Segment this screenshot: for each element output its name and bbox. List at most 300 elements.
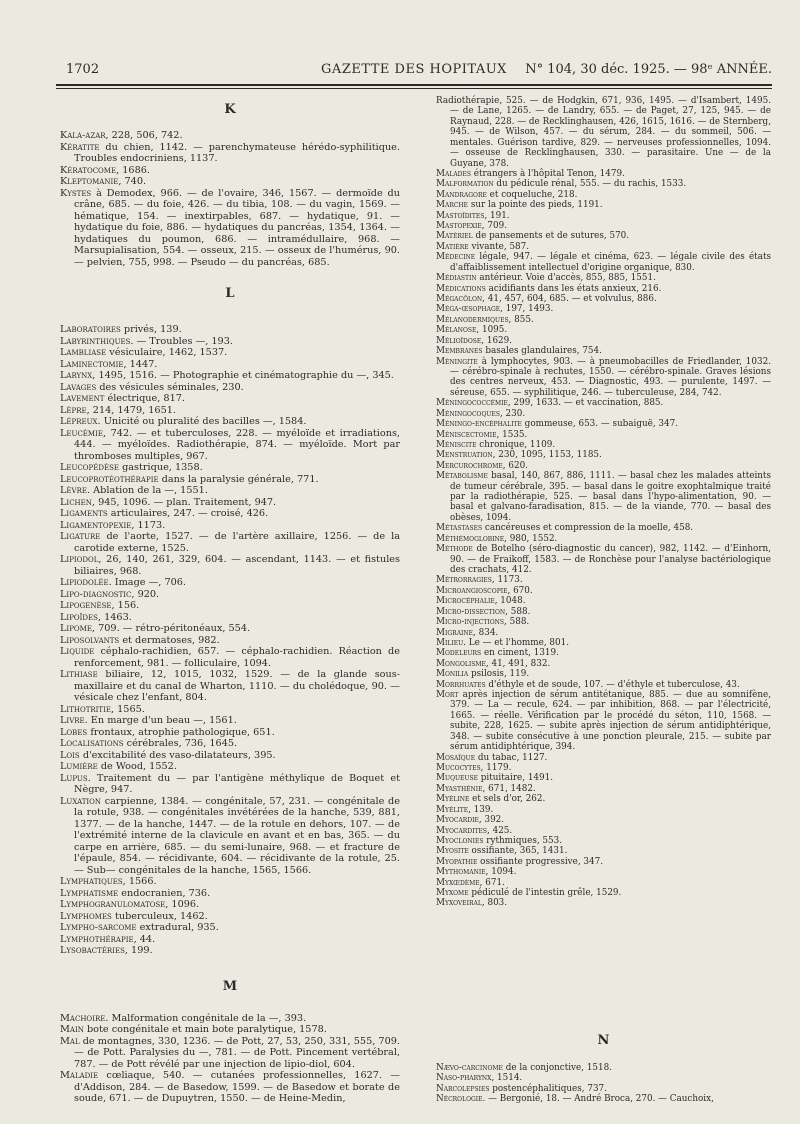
- index-references: 1096.: [168, 899, 200, 910]
- index-entry: [60, 393, 400, 405]
- page-header: [56, 62, 772, 84]
- index-term: Médications: [436, 283, 486, 294]
- index-entry: [60, 176, 400, 188]
- index-term: Méningite: [436, 356, 478, 367]
- index-entry: [436, 669, 771, 679]
- index-entry: [436, 1063, 771, 1073]
- index-term: Mythomanie,: [436, 867, 489, 878]
- index-entry: [60, 715, 400, 727]
- index-references: 230, 1095, 1153, 1185.: [495, 450, 602, 461]
- index-term: Main: [60, 1024, 84, 1035]
- index-references: acidifiants dans les états anxieux, 216.: [485, 283, 662, 294]
- index-references: légale, 947. — légale et cinéma, 623. — légale civile des états d'affaiblissement intellectuel d'origine organique, 830.: [450, 252, 771, 273]
- index-entry: [436, 398, 771, 408]
- index-references: et sels d'or, 262.: [469, 794, 546, 805]
- index-term: Lymphatisme: [60, 887, 119, 899]
- index-term: Lymphothérapie,: [60, 933, 137, 945]
- index-entry: [60, 773, 400, 796]
- index-references: rythmiques, 553.: [483, 835, 563, 846]
- index-references: 26, 140, 261, 329, 604. — ascendant, 1143. — et fistules biliaires, 968.: [74, 554, 400, 577]
- index-term: Leucoprotéothérapie: [60, 473, 159, 485]
- index-entry: [436, 357, 771, 399]
- index-references: Image —, 706.: [111, 577, 187, 588]
- index-term: Malformation: [436, 179, 494, 190]
- index-entry: [60, 669, 400, 704]
- index-term: Méga-œsophage,: [436, 304, 503, 315]
- index-term: Monilia: [436, 669, 469, 680]
- index-references: cérébrales, 736, 1645.: [123, 738, 238, 749]
- index-entry: [60, 646, 400, 669]
- index-entry: [436, 284, 771, 294]
- index-entry: [436, 294, 771, 304]
- index-entry: [60, 1024, 400, 1036]
- index-term: Malades: [436, 168, 471, 179]
- index-references: et dermatoses, 982.: [119, 634, 220, 646]
- index-entry: [436, 1073, 771, 1083]
- index-term: Membranes: [436, 346, 483, 357]
- index-references: 44.: [136, 933, 156, 945]
- index-entry: [436, 826, 771, 836]
- index-term: Kératocome,: [60, 164, 120, 176]
- index-references: en ciment, 1319.: [481, 648, 559, 659]
- index-references: Traitement du — par l'antigène méthylique de Boquet et Nègre, 947.: [74, 772, 400, 795]
- index-entry: [60, 888, 400, 900]
- index-term: Mélioïdose,: [436, 335, 485, 346]
- index-entry: [436, 1084, 771, 1094]
- index-entry: [60, 520, 400, 532]
- index-entry: [60, 531, 400, 554]
- index-term: Luxation: [60, 795, 102, 807]
- index-references: frontaux, atrophie pathologique, 651.: [87, 726, 275, 738]
- index-term: Lipoïdes,: [60, 611, 102, 623]
- index-entry: [60, 1013, 400, 1025]
- index-entry: [60, 382, 400, 394]
- index-term: Microcéphalie,: [436, 596, 498, 607]
- index-entry: [436, 648, 771, 658]
- index-term: Myosite: [436, 846, 469, 857]
- index-references: tuberculeux, 1462.: [111, 910, 208, 922]
- index-references: 709. — rétro-péritonéaux, 554.: [95, 623, 251, 634]
- index-entry: [60, 370, 400, 382]
- index-references: 1565.: [114, 703, 145, 715]
- index-references: En marge d'un beau —, 1561.: [87, 715, 237, 726]
- index-references: pédiculé de l'intestin grêle, 1529.: [468, 888, 622, 899]
- index-entry: [436, 96, 771, 169]
- index-references: électrique, 817.: [104, 393, 185, 404]
- index-entry: [436, 523, 771, 533]
- index-references: 1094.: [488, 867, 517, 878]
- index-term: Métastases: [436, 523, 483, 534]
- index-references: de Botelho (séro-diagnostic du cancer), 982, 1142. — d'Einhorn, 90. — de Fraikoff, 1583. — de Ronchèse pour l'analyse bactériologique des crachats, 412.: [450, 544, 771, 575]
- index-references: gommeuse, 653. — subaiguë, 347.: [521, 419, 679, 430]
- index-references: Le — et l'homme, 801.: [465, 637, 570, 648]
- index-references: 392.: [481, 815, 505, 826]
- index-entry: [436, 419, 771, 429]
- index-term: Lèvre.: [60, 485, 91, 496]
- index-term: Lithotritie,: [60, 703, 115, 715]
- index-references: 1514.: [494, 1073, 523, 1084]
- index-references: chronique, 1109.: [476, 439, 556, 450]
- index-references: 1447.: [126, 358, 158, 370]
- index-entry: [60, 727, 400, 739]
- index-references: à lymphocytes, 903. — à pneumobacilles de Friedlander, 1032. — cérébro-spinale à rechutes, 1550. — cérébro-spinale. Graves lésions des centres nerveux, 453. — Diagnostic, 493. — purulente, 1497. — séreuse, 655. — syphilitique, 246. — tuberculeuse, 284, 742.: [450, 356, 771, 398]
- index-term: Mastoïdites,: [436, 210, 488, 221]
- index-term: Mélanose,: [436, 325, 480, 336]
- index-entry: [60, 750, 400, 762]
- index-term: Mandragore: [436, 189, 487, 200]
- index-references: 1495, 1516. — Photographie et cinématographie du —, 345.: [95, 370, 394, 381]
- index-references: vivante, 587.: [468, 241, 530, 252]
- index-term: Lithiase: [60, 669, 98, 680]
- index-term: Kératite: [60, 141, 100, 153]
- index-entry: [436, 221, 771, 231]
- index-entry: [60, 188, 400, 269]
- index-references: endocranien, 736.: [118, 887, 211, 899]
- index-term: Matériel: [436, 231, 473, 242]
- index-entry: [60, 704, 400, 716]
- index-entry: [60, 876, 400, 888]
- index-entry: [436, 836, 771, 846]
- index-references: 214, 1479, 1651.: [89, 404, 176, 416]
- index-entry: [436, 867, 771, 877]
- index-references: et coqueluche, 218.: [486, 189, 578, 200]
- index-term: Myxome: [436, 888, 469, 899]
- index-entry: [436, 409, 771, 419]
- index-term: Lépreux.: [60, 416, 101, 427]
- index-term: Matière: [436, 241, 469, 252]
- index-references: 230.: [502, 408, 526, 419]
- index-entry: [436, 794, 771, 804]
- index-references: Radiothérapie, 525. — de Hodgkin, 671, 936, 1495. — d'Isambert, 1495. — de Lane, 1265. — de Landry, 655. — de Paget, 27, 125, 945. — de Raynaud, 228. — de Recklinghausen, 426, 1615, 1616. — de Sternberg, 945. — de Wilson, 457. — du sérum, 284. — du sommeil, 506. — mentales. Guérison tardive, 829. — nerveuses professionnelles, 1094. — osseuse de Recklinghausen, 330. — parasitaire. Une — de la Guyane, 378.: [436, 96, 771, 169]
- index-references: ossifiante progressive, 347.: [477, 856, 603, 867]
- index-references: 1095.: [479, 325, 508, 336]
- index-entry: [436, 638, 771, 648]
- index-references: 1463.: [101, 611, 132, 623]
- index-entry: [436, 628, 771, 638]
- index-term: Machoire.: [60, 1012, 109, 1024]
- index-references: cœliaque, 540. — cutanées professionnelles, 1627. — d'Addison, 284. — de Basedow, 1599. — de Basedow et borate de soude, 671. — de Dupuytren, 1550. — de Heine-Medin,: [74, 1070, 400, 1104]
- index-term: Menstruation,: [436, 450, 496, 461]
- index-entry: [60, 911, 400, 923]
- index-entry: [60, 428, 400, 463]
- page-number: 1702: [66, 62, 100, 77]
- index-references: articulaires, 247. — croisé, 426.: [107, 508, 269, 519]
- index-references: biliaire, 12, 1015, 1032, 1529. — de la glande sous-maxillaire et du canal de Wharton, 1110. — du cholédoque, 90. — vésicale chez l'enfant, 804.: [74, 669, 400, 703]
- index-references: 41, 457, 604, 685. — et volvulus, 886.: [484, 294, 657, 305]
- index-references: 588.: [507, 606, 531, 617]
- index-entry: [436, 169, 771, 179]
- index-references: cancéreuses et compression de la moelle, 458.: [482, 523, 694, 534]
- index-term: Marche: [436, 200, 469, 211]
- index-entry: [60, 130, 400, 142]
- index-entry: [436, 534, 771, 544]
- index-term: Microangioscopie,: [436, 585, 511, 596]
- index-term: Lymphogranulomatose,: [60, 899, 169, 910]
- index-entry: [60, 589, 400, 601]
- index-term: Larynx,: [60, 370, 96, 381]
- index-references: 425.: [489, 825, 513, 836]
- index-references: — Troubles —, 193.: [133, 335, 233, 347]
- index-term: Kleptomanie,: [60, 176, 122, 187]
- index-entry: [436, 336, 771, 346]
- index-term: Naso-pharynx,: [436, 1073, 495, 1084]
- index-references: d'éthyle et de soude, 107. — d'éthyle et tuberculose, 43.: [485, 679, 740, 690]
- index-entry: [436, 440, 771, 450]
- index-references: de la conjonctive, 1518.: [502, 1062, 613, 1073]
- index-term: Méningocoques,: [436, 408, 503, 419]
- index-entry: [436, 200, 771, 210]
- index-references: privés, 139.: [120, 324, 182, 335]
- index-term: Liposolvants: [60, 634, 120, 646]
- section-letter: N: [597, 1032, 610, 1048]
- index-entry: [60, 738, 400, 750]
- index-entry: [436, 763, 771, 773]
- index-term: Migraine,: [436, 627, 476, 638]
- index-entry: [436, 617, 771, 627]
- index-entry: [60, 612, 400, 624]
- index-term: Lambliase: [60, 347, 107, 358]
- index-term: Myoclonies: [436, 835, 484, 846]
- index-references: 709.: [484, 221, 507, 232]
- index-term: Lipogenèse,: [60, 600, 115, 611]
- index-entry: [436, 325, 771, 335]
- index-entry: [60, 761, 400, 773]
- header-rule-thin: [56, 88, 772, 89]
- index-entry: [436, 1094, 771, 1104]
- index-references: du chien, 1142. — parenchymateuse hérédo-syphilitique. Troubles endocriniens, 1137.: [74, 141, 400, 164]
- index-term: Lipiodol,: [60, 554, 102, 565]
- index-term: Myasthénie,: [436, 783, 486, 794]
- index-references: du tabac, 1127.: [475, 752, 548, 763]
- index-references: céphalo-rachidien, 657. — céphalo-rachidien. Réaction de renforcement, 981. — folliculaire, 1094.: [74, 646, 400, 669]
- index-references: 855.: [511, 314, 534, 325]
- index-term: Lèpre,: [60, 404, 90, 416]
- index-references: pituitaire, 1491.: [477, 773, 554, 784]
- index-references: 920.: [134, 588, 160, 600]
- index-term: Myéline: [436, 794, 470, 805]
- index-entry: [436, 846, 771, 856]
- index-term: Myxœdème,: [436, 877, 483, 888]
- index-term: Métrorragies,: [436, 575, 495, 586]
- index-references: gastrique, 1358.: [118, 462, 203, 473]
- index-entry: [60, 474, 400, 486]
- index-references: Malformation congénitale de la —, 393.: [108, 1012, 307, 1024]
- index-entry: [436, 544, 771, 575]
- index-references: de montagnes, 330, 1236. — de Pott, 27, 53, 250, 331, 555, 709. — de Pott. Paralysies du —, 781. — de Pott. Pincement vertébral, 787. — de Pott révélé par une injection de lipio-diol, 604.: [74, 1035, 400, 1070]
- index-term: Narcolepsies: [436, 1083, 490, 1094]
- index-term: Ligamentopexie,: [60, 519, 135, 531]
- index-term: Médiastin: [436, 273, 477, 284]
- index-entry: [60, 508, 400, 520]
- index-references: 620.: [505, 460, 528, 471]
- index-references: de l'aorte, 1527. — de l'artère axillaire, 1256. — de la carotide externe, 1525.: [74, 531, 400, 554]
- index-entry: [436, 586, 771, 596]
- index-references: dans la paralysie générale, 771.: [158, 473, 319, 485]
- index-entry: [60, 405, 400, 417]
- index-references: Ablation de la —, 1551.: [90, 485, 208, 496]
- index-entry: [60, 462, 400, 474]
- section-letter: L: [225, 286, 235, 301]
- index-term: Ligaments: [60, 508, 108, 519]
- index-references: 980, 1552.: [506, 533, 558, 544]
- index-term: Mucocytes,: [436, 763, 484, 773]
- index-term: Lysobactéries,: [60, 945, 128, 956]
- index-entry: [60, 934, 400, 946]
- index-term: Modeleurs: [436, 648, 482, 659]
- index-entry: [60, 165, 400, 177]
- index-references: vésiculaire, 1462, 1537.: [106, 347, 228, 358]
- index-entry: [60, 347, 400, 359]
- index-references: 197, 1493.: [502, 304, 554, 315]
- index-term: Méthémoglobine,: [436, 533, 507, 544]
- index-term: Lipo-diagnostic,: [60, 588, 135, 600]
- index-term: Lavages: [60, 381, 97, 393]
- index-term: Myopathie: [436, 856, 478, 867]
- index-entry: [60, 1070, 400, 1105]
- index-entry: [436, 471, 771, 523]
- index-entry: [60, 336, 400, 348]
- index-term: Mélanodermiques,: [436, 314, 512, 325]
- index-references: de Wood, 1552.: [97, 761, 177, 772]
- index-term: Nævo-carcinome: [436, 1062, 503, 1073]
- index-term: Leucémie,: [60, 427, 107, 439]
- section-letter: K: [224, 102, 236, 117]
- index-term: Myocardites,: [436, 825, 490, 836]
- index-entry: [436, 815, 771, 825]
- index-references: 199.: [127, 945, 153, 956]
- index-entry: [436, 346, 771, 356]
- index-references: 156.: [114, 600, 140, 611]
- index-entry: [436, 878, 771, 888]
- index-references: après injection de sérum antitétanique, 885. — due au somnifène, 379. — La — recule, 624. — par inhibition, 868. — par l'électricité, 1665. — réelle. Vérification par le procédé du séton, 110, 1568. — subite, 228, 1625. — subite après injection de sérum antidiphtérique, 348. — subite consécutive à une ponction pleurale, 215. — subite par sérum antidiphtérique, 394.: [450, 690, 771, 753]
- index-references: 1173.: [134, 519, 166, 531]
- index-term: Micro-dissection,: [436, 606, 508, 617]
- index-references: de pansements et de sutures, 570.: [472, 231, 630, 242]
- index-references: 1629.: [484, 335, 513, 346]
- index-term: Méthode: [436, 544, 473, 555]
- index-entry: [60, 416, 400, 428]
- index-references: à Demodex, 966. — de l'ovaire, 346, 1567. — dermoïde du crâne, 685. — du foie, 426. — du tibia, 108. — du vagin, 1569. — hématique, 154. — inextirpables, 687. — hydatique, 91. — hydatique du foie, 886. — hydatiques du pancréas, 1354, 1364. — hydatiques du poumon, 686. — intramédullaire, 968. — Marsupialisation, 554. — osseux, 215. — osseux de l'humérus, 90. — pelvien, 755, 998. — Pseudo — du pancréas, 685.: [74, 187, 400, 268]
- index-references: 671, 1482.: [485, 783, 536, 794]
- index-term: Myxoveiral,: [436, 898, 485, 909]
- index-entry: [436, 680, 771, 690]
- index-references: 228, 506, 742.: [108, 130, 183, 141]
- index-entry: [60, 945, 400, 957]
- index-term: Lumière: [60, 761, 98, 772]
- index-references: d'excitabilité des vaso-dilatateurs, 395.: [79, 749, 276, 761]
- index-term: Méniscectomie,: [436, 429, 500, 440]
- index-entry: [60, 796, 400, 877]
- index-term: Labyrinthiques.: [60, 335, 134, 347]
- index-term: Kystes: [60, 187, 92, 199]
- index-references: 1686.: [119, 164, 150, 176]
- index-entry: [436, 315, 771, 325]
- index-term: Mongolisme,: [436, 658, 489, 669]
- index-entry: [436, 273, 771, 283]
- index-term: Myélite,: [436, 804, 471, 815]
- index-references: ossifiante, 365, 1431.: [468, 846, 568, 857]
- index-references: — Bergonié, 18. — André Broca, 270. — Cauchoix,: [485, 1094, 714, 1105]
- index-references: 1173.: [494, 575, 523, 586]
- index-term: Lympho-sarcome: [60, 922, 137, 933]
- index-references: 834.: [475, 627, 499, 638]
- index-entry: [436, 898, 771, 908]
- index-term: Méningococcémie,: [436, 398, 511, 409]
- index-references: extradural, 935.: [136, 922, 219, 933]
- index-term: Leucopédèse: [60, 462, 119, 473]
- index-entry: [60, 922, 400, 934]
- index-entry: [436, 242, 771, 252]
- index-entry: [436, 888, 771, 898]
- index-references: 588.: [506, 617, 530, 628]
- index-entry: [60, 554, 400, 577]
- index-references: 41, 491, 832.: [488, 658, 551, 669]
- index-term: Lavement: [60, 393, 105, 404]
- index-term: Kala-azar,: [60, 130, 109, 141]
- index-term: Mégacôlon,: [436, 294, 485, 305]
- index-term: Laboratoires: [60, 324, 121, 335]
- index-term: Mosaïque: [436, 752, 476, 763]
- index-references: carpienne, 1384. — congénitale, 57, 231. — congénitale de la rotule, 938. — congénitales invétérées de la hanche, 539, 881, 1377. — de la hanche, 1447. — de la rotule en dehors, 107. — de l'extrémité interne de la clavicule en avant et en bas, 365. — du carpe en arrière, 685. — du semi-lunaire, 968. — et fracture de l'épaule, 854. — récidivante, 604. — récidivante de la rotule, 25. — Sub— congénitales de la hanche, 1565, 1566.: [74, 795, 400, 876]
- index-references: des vésicules séminales, 230.: [96, 381, 244, 393]
- index-term: Méningo-encéphalite: [436, 419, 522, 430]
- index-references: basal, 140, 867, 886, 1111. — basal chez les malades atteints de tumeur cérébrale, 395. — basal dans le goitre exophtalmique traité par la radiothérapie, 525. — basal dans l'hypo-alimentation, 90. — basal et galvano-faradisation, 815. — de la viande, 770. — basal des obèses, 1094.: [450, 471, 771, 523]
- index-references: bote congénitale et main bote paralytique, 1578.: [83, 1024, 327, 1035]
- index-term: Médecine: [436, 252, 476, 263]
- index-references: 1566.: [125, 876, 157, 887]
- index-term: Milieu.: [436, 637, 466, 648]
- index-entry: [436, 430, 771, 440]
- index-entry: [436, 773, 771, 783]
- index-entry: [60, 359, 400, 371]
- index-references: 670.: [510, 585, 533, 596]
- index-entry: [436, 450, 771, 460]
- index-term: Livre.: [60, 715, 88, 726]
- index-term: Lipome,: [60, 623, 96, 634]
- index-entry: [436, 857, 771, 867]
- header-rule-thick: [56, 84, 772, 86]
- index-entry: [60, 142, 400, 165]
- index-entry: [60, 485, 400, 497]
- index-term: Ligature: [60, 531, 101, 542]
- index-references: 299, 1633. — et vaccination, 885.: [510, 398, 664, 409]
- index-column-left: [60, 96, 400, 1105]
- index-term: Muqueuse: [436, 773, 478, 784]
- index-references: 1535.: [499, 429, 528, 440]
- index-references: 742. — et tuberculoses, 228. — myéloïde et irradiations, 444. — myéloïdes. Radiothérapie, 874. — myéloïde. Mort par thromboses multiples, 967.: [74, 427, 400, 462]
- journal-title: GAZETTE DES HOPITAUX: [321, 62, 507, 77]
- index-references: Unicité ou pluralité des bacilles —, 1584.: [100, 416, 307, 427]
- index-term: Méniscite: [436, 439, 477, 450]
- index-term: Mercurochrome,: [436, 460, 506, 471]
- index-entry: [436, 784, 771, 794]
- index-entry: [436, 461, 771, 471]
- section-letter: M: [222, 978, 238, 994]
- index-term: Lipiodolée.: [60, 577, 112, 588]
- index-references: 740.: [121, 176, 147, 187]
- index-entry: [436, 211, 771, 221]
- index-references: sur la pointe des pieds, 1191.: [468, 200, 603, 211]
- index-term: Lichen,: [60, 496, 95, 508]
- index-entry: [60, 635, 400, 647]
- index-term: Lobes: [60, 726, 88, 738]
- index-term: Laminectomie,: [60, 358, 127, 370]
- index-entry: [436, 607, 771, 617]
- index-entry: [436, 179, 771, 189]
- index-term: Nécrologie.: [436, 1094, 486, 1105]
- index-column-right: [436, 96, 771, 1105]
- index-term: Morrhuates: [436, 679, 486, 690]
